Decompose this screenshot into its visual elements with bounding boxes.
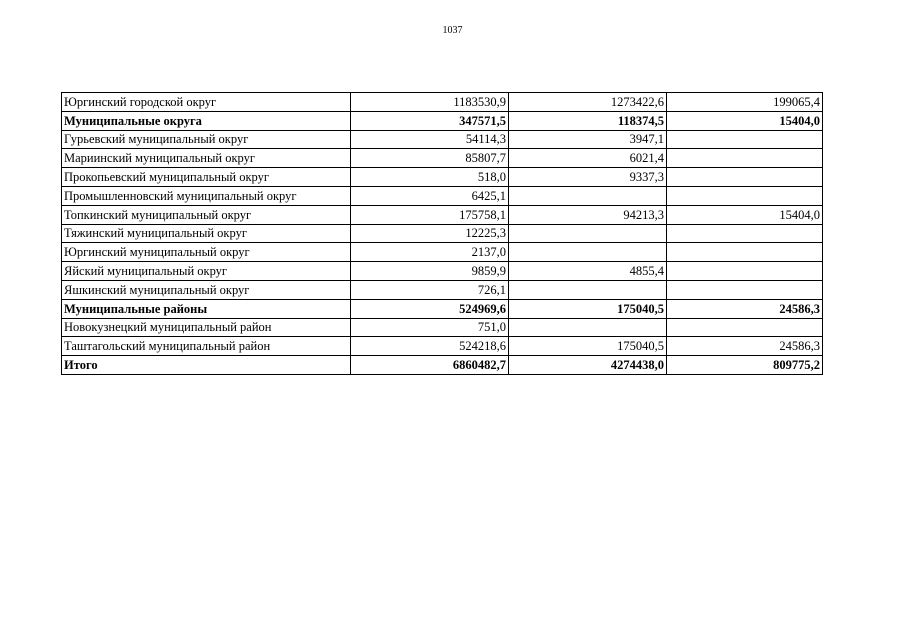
row-name-cell: Муниципальные округа	[62, 111, 351, 130]
row-name-cell: Новокузнецкий муниципальный район	[62, 318, 351, 337]
row-value-3-cell	[667, 280, 823, 299]
row-value-1-cell: 726,1	[351, 280, 509, 299]
table-row	[62, 168, 823, 187]
row-value-3-cell: 809775,2	[667, 356, 823, 375]
row-value-3-cell	[667, 243, 823, 262]
table-total-row	[62, 356, 823, 375]
row-value-2-cell: 175040,5	[509, 337, 667, 356]
row-value-3-cell	[667, 130, 823, 149]
row-value-2-cell: 4274438,0	[509, 356, 667, 375]
row-value-2-cell: 118374,5	[509, 111, 667, 130]
row-value-3-cell	[667, 149, 823, 168]
row-value-1-cell: 2137,0	[351, 243, 509, 262]
table-row	[62, 318, 823, 337]
row-value-1-cell: 524218,6	[351, 337, 509, 356]
row-value-3-cell: 199065,4	[667, 93, 823, 112]
row-value-2-cell: 94213,3	[509, 205, 667, 224]
row-value-1-cell: 9859,9	[351, 262, 509, 281]
table-row	[62, 149, 823, 168]
row-value-1-cell: 518,0	[351, 168, 509, 187]
row-value-3-cell	[667, 186, 823, 205]
row-value-3-cell	[667, 168, 823, 187]
table-row	[62, 280, 823, 299]
row-name-cell: Тяжинский муниципальный округ	[62, 224, 351, 243]
row-value-1-cell: 54114,3	[351, 130, 509, 149]
table-row	[62, 205, 823, 224]
table-row	[62, 93, 823, 112]
row-value-3-cell	[667, 318, 823, 337]
row-value-3-cell	[667, 224, 823, 243]
row-name-cell: Таштагольский муниципальный район	[62, 337, 351, 356]
row-value-1-cell: 12225,3	[351, 224, 509, 243]
row-name-cell: Муниципальные районы	[62, 299, 351, 318]
row-value-3-cell: 15404,0	[667, 111, 823, 130]
row-value-2-cell: 175040,5	[509, 299, 667, 318]
row-name-cell: Прокопьевский муниципальный округ	[62, 168, 351, 187]
row-name-cell: Топкинский муниципальный округ	[62, 205, 351, 224]
row-value-3-cell: 24586,3	[667, 299, 823, 318]
row-value-2-cell: 9337,3	[509, 168, 667, 187]
row-value-2-cell	[509, 224, 667, 243]
table-row	[62, 186, 823, 205]
table-row	[62, 224, 823, 243]
row-value-1-cell: 1183530,9	[351, 93, 509, 112]
row-value-1-cell: 175758,1	[351, 205, 509, 224]
budget-table-body	[62, 93, 823, 375]
row-name-cell: Промышленновский муниципальный округ	[62, 186, 351, 205]
row-value-3-cell	[667, 262, 823, 281]
row-value-2-cell	[509, 318, 667, 337]
page-number: 1037	[442, 25, 463, 36]
row-name-cell: Итого	[62, 356, 351, 375]
row-value-2-cell	[509, 243, 667, 262]
row-name-cell: Юргинский городской округ	[62, 93, 351, 112]
row-value-3-cell: 24586,3	[667, 337, 823, 356]
row-value-2-cell: 6021,4	[509, 149, 667, 168]
table-group-row	[62, 299, 823, 318]
row-value-2-cell	[509, 186, 667, 205]
row-value-1-cell: 524969,6	[351, 299, 509, 318]
budget-table	[61, 92, 823, 375]
table-group-row	[62, 111, 823, 130]
row-name-cell: Юргинский муниципальный округ	[62, 243, 351, 262]
row-value-1-cell: 6860482,7	[351, 356, 509, 375]
row-value-2-cell	[509, 280, 667, 299]
row-name-cell: Мариинский муниципальный округ	[62, 149, 351, 168]
table-row	[62, 262, 823, 281]
table-row	[62, 130, 823, 149]
row-name-cell: Яшкинский муниципальный округ	[62, 280, 351, 299]
row-value-1-cell: 6425,1	[351, 186, 509, 205]
row-value-2-cell: 1273422,6	[509, 93, 667, 112]
table-row	[62, 337, 823, 356]
row-value-1-cell: 347571,5	[351, 111, 509, 130]
row-value-3-cell: 15404,0	[667, 205, 823, 224]
table-row	[62, 243, 823, 262]
row-value-1-cell: 751,0	[351, 318, 509, 337]
row-value-2-cell: 4855,4	[509, 262, 667, 281]
row-name-cell: Гурьевский муниципальный округ	[62, 130, 351, 149]
row-name-cell: Яйский муниципальный округ	[62, 262, 351, 281]
row-value-2-cell: 3947,1	[509, 130, 667, 149]
row-value-1-cell: 85807,7	[351, 149, 509, 168]
